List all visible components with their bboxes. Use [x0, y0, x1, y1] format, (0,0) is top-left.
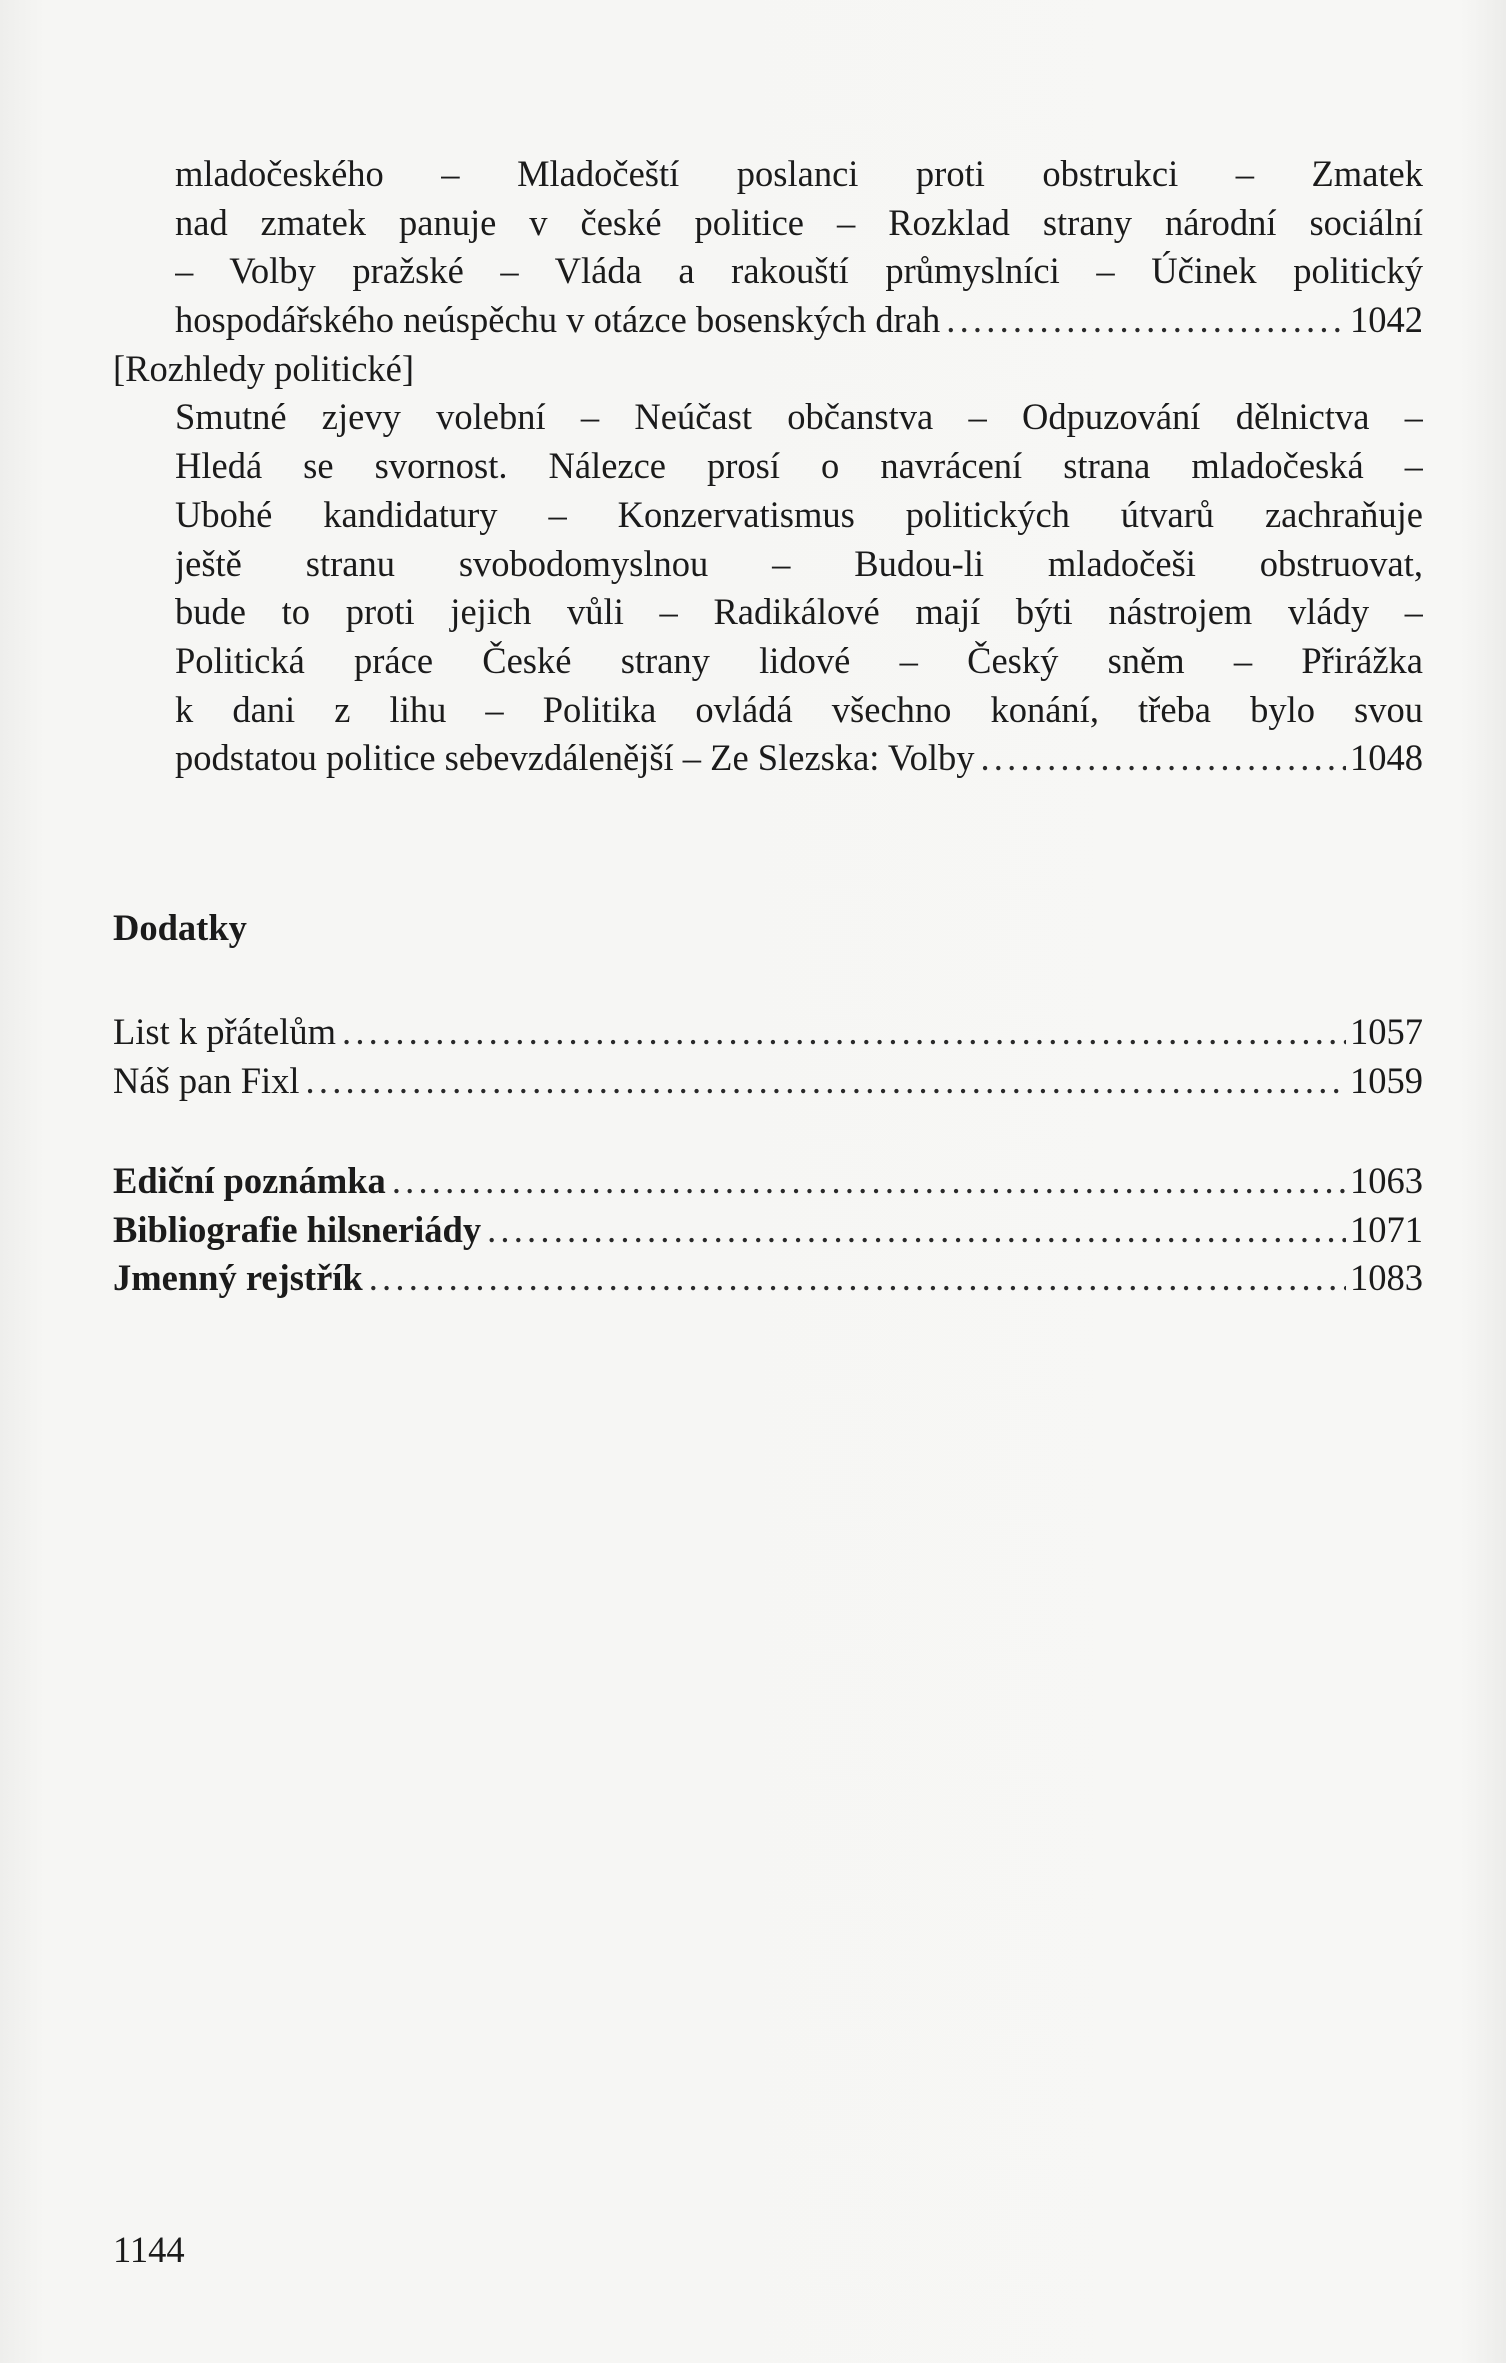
page-number: 1071: [1350, 1208, 1423, 1250]
toc-leader-line: [175, 296, 1423, 345]
toc-item: [113, 1057, 1423, 1106]
toc-entry-2: [113, 345, 1423, 783]
toc-text-line: nad zmatek panuje v české politice – Rozklad strany národní sociální: [175, 201, 1423, 243]
toc-entry-2-body: [113, 393, 1423, 783]
page-number: 1048: [1350, 737, 1423, 779]
toc-item: [113, 1008, 1423, 1057]
toc-item-label: Náš pan Fixl: [113, 1059, 300, 1101]
dot-leader: [342, 1008, 1346, 1057]
dot-leader: [487, 1206, 1346, 1255]
toc-item-label: Ediční poznámka: [113, 1160, 386, 1201]
toc-text-line: mladočeského – Mladočeští poslanci proti obstrukci – Zmatek: [175, 153, 1423, 194]
toc-text-line: k dani z lihu – Politika ovládá všechno konání, třeba bylo svou: [175, 688, 1423, 730]
dot-leader: [306, 1057, 1346, 1106]
page-folio: 1144: [113, 2229, 185, 2270]
toc-leader-line: [175, 734, 1423, 783]
dot-leader: [980, 734, 1346, 783]
toc-item: [113, 1254, 1423, 1303]
toc-entry-heading: [Rozhledy politické]: [113, 347, 415, 389]
appendix-list: [113, 1008, 1423, 1105]
toc-text-line: Politická práce České strany lidové – Český sněm – Přirážka: [175, 639, 1423, 681]
toc-continuation: [113, 150, 1423, 783]
toc-entry-label: podstatou politice sebevzdálenější – Ze Slezska: Volby: [175, 737, 975, 779]
appendix-heading: Dodatky: [113, 907, 247, 948]
toc-text-line: bude to proti jejich vůli – Radikálové mají býti nástrojem vlády –: [175, 591, 1423, 633]
page-number: 1042: [1350, 299, 1423, 341]
page-number: 1059: [1350, 1059, 1423, 1101]
toc-text-line: Ubohé kandidatury – Konzervatismus politických útvarů zachraňuje: [175, 493, 1423, 535]
page-number: 1057: [1350, 1011, 1423, 1052]
toc-item: [113, 1206, 1423, 1255]
page-number: 1063: [1350, 1160, 1423, 1201]
toc-item-label: List k přátelům: [113, 1011, 337, 1052]
toc-text-line: ještě stranu svobodomyslnou – Budou-li mladočeši obstruovat,: [175, 542, 1423, 584]
toc-item-label: Jmenný rejstřík: [113, 1257, 363, 1299]
toc-entry-label: hospodářského neúspěchu v otázce bosenských drah: [175, 299, 941, 341]
dot-leader: [392, 1157, 1346, 1206]
page-number: 1083: [1350, 1257, 1423, 1299]
back-matter-list: [113, 1157, 1423, 1303]
toc-text-line: – Volby pražské – Vláda a rakouští průmyslníci – Účinek politický: [175, 250, 1423, 292]
toc-text-line: Smutné zjevy volební – Neúčast občanstva – Odpuzování dělnictva –: [175, 396, 1423, 438]
toc-item: [113, 1157, 1423, 1206]
toc-item-label: Bibliografie hilsneriády: [113, 1208, 482, 1250]
toc-text-line: Hledá se svornost. Nálezce prosí o navrácení strana mladočeská –: [175, 445, 1423, 487]
toc-entry-1: [113, 150, 1423, 345]
dot-leader: [946, 296, 1346, 345]
dot-leader: [369, 1254, 1346, 1303]
toc-entry-1-body: [113, 150, 1423, 345]
